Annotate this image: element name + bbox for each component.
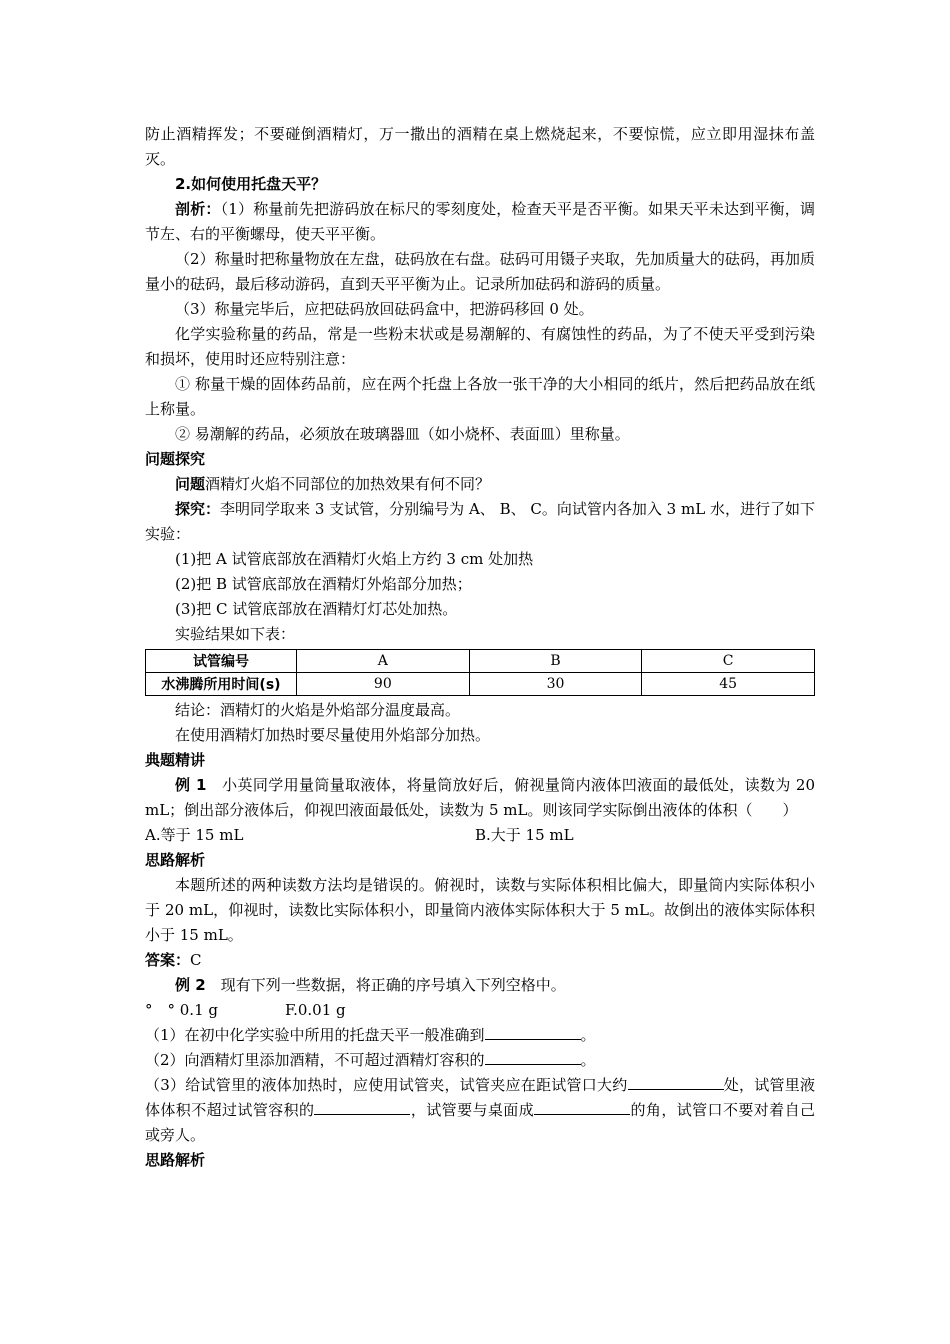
- note-item: ① 称量干燥的固体药品前，应在两个托盘上各放一张干净的大小相同的纸片，然后把药品放在纸上称量。: [145, 375, 815, 418]
- table-cell: A: [297, 650, 470, 673]
- analysis-paragraph: （2）称量时把称量物放在左盘，砝码放在右盘。砝码可用镊子夹取，先加质量大的砝码，再加质量小的砝码，最后移动游码，直到天平平衡为止。记录所加砝码和游码的质量。: [145, 250, 815, 293]
- question-text: 处，试管里液体体积不超过试管容积的: [145, 1076, 815, 1119]
- conclusion: 在使用酒精灯加热时要尽量使用外焰部分加热。: [175, 726, 491, 744]
- answer-blank[interactable]: [534, 1100, 630, 1115]
- analysis-paragraph: （3）称量完毕后，应把砝码放回砝码盒中，把游码移回 0 处。: [175, 300, 594, 318]
- question-text: 。: [580, 1026, 596, 1044]
- question-text: （3）给试管里的液体加热时，应使用试管夹，试管夹应在距试管口大约: [145, 1076, 628, 1094]
- question-paragraph: [145, 472, 815, 497]
- table-header-cell: 水沸腾所用时间(s): [146, 673, 297, 696]
- paragraph: 防止酒精挥发；不要碰倒酒精灯，万一撒出的酒精在桌上燃烧起来，不要惊慌，应立即用湿抹布盖灭。: [145, 125, 815, 168]
- question-text: 酒精灯火焰不同部位的加热效果有何不同？: [205, 475, 491, 493]
- question-text: （2）向酒精灯里添加酒精，不可超过酒精灯容积的: [145, 1051, 485, 1069]
- example-label: 例 1: [175, 776, 207, 794]
- section-heading: 典题精讲: [145, 751, 206, 769]
- answer-line: [145, 948, 815, 973]
- table-cell: B: [469, 650, 642, 673]
- example-options: [145, 998, 815, 1023]
- table-row: [146, 650, 815, 673]
- document-body: [145, 122, 815, 1173]
- fill-question: [145, 1048, 815, 1073]
- question-text: ，试管要与桌面成: [410, 1101, 535, 1119]
- note-item: ② 易潮解的药品，必须放在玻璃器皿（如小烧杯、表面皿）里称量。: [175, 425, 630, 443]
- example-text: 现有下列一些数据，将正确的序号填入下列空格中。: [220, 976, 566, 994]
- option-left: ° ° 0.1 g: [145, 1001, 218, 1019]
- answer-blank[interactable]: [485, 1050, 581, 1065]
- conclusion: 结论：酒精灯的火焰是外焰部分温度最高。: [175, 701, 461, 719]
- step-item: (2)把 B 试管底部放在酒精灯外焰部分加热；: [175, 575, 472, 593]
- answer-value: C: [190, 951, 202, 969]
- example-paragraph: [145, 973, 815, 998]
- step-item: (3)把 C 试管底部放在酒精灯灯芯处加热。: [175, 600, 458, 618]
- section-heading: 思路解析: [145, 851, 206, 869]
- explore-paragraph: [145, 497, 815, 547]
- step-item: (1)把 A 试管底部放在酒精灯火焰上方约 3 cm 处加热: [175, 550, 534, 568]
- table-cell: C: [642, 650, 815, 673]
- example-options: [145, 823, 815, 848]
- table-cell: 45: [642, 673, 815, 696]
- answer-blank[interactable]: [314, 1100, 410, 1115]
- option-b: B.大于 15 mL: [475, 826, 574, 844]
- table-cell: 90: [297, 673, 470, 696]
- explore-text: 李明同学取来 3 支试管，分别编号为 A、 B、 C。向试管内各加入 3 mL 水，进行了如下实验：: [145, 500, 815, 543]
- option-a: A.等于 15 mL: [145, 826, 244, 844]
- results-table: [145, 649, 815, 696]
- explore-label: 探究：: [175, 500, 221, 518]
- section-heading: 思路解析: [145, 1151, 206, 1169]
- question-text: （1）在初中化学实验中所用的托盘天平一般准确到: [145, 1026, 485, 1044]
- answer-blank[interactable]: [485, 1025, 581, 1040]
- example-paragraph: [145, 773, 815, 823]
- fill-question: [145, 1073, 815, 1148]
- thinking-paragraph: 本题所述的两种读数方法均是错误的。俯视时，读数与实际体积相比偏大，即量筒内实际体积小于 20 mL，仰视时，读数比实际体积小，即量筒内液体实际体积大于 5 mL。故倒出的液体实际体积小于 15 mL。: [145, 876, 815, 944]
- question-text: 。: [580, 1051, 596, 1069]
- example-label: 例 2: [175, 976, 206, 994]
- answer-label: 答案：: [145, 951, 191, 969]
- example-text: 小英同学用量筒量取液体，将量筒放好后，俯视量筒内液体凹液面的最低处，读数为 20 mL；倒出部分液体后，仰视凹液面最低处，读数为 5 mL。则该同学实际倒出液体的体积（ ）: [145, 776, 815, 819]
- table-row: [146, 673, 815, 696]
- question-heading: 2.如何使用托盘天平？: [175, 175, 327, 193]
- section-heading: 问题探究: [145, 450, 206, 468]
- question-text: 的角，试管口不要对着自己或旁人。: [145, 1101, 815, 1144]
- table-intro: 实验结果如下表：: [175, 625, 296, 643]
- table-header-cell: 试管编号: [146, 650, 297, 673]
- fill-question: [145, 1023, 815, 1048]
- analysis-paragraph: [145, 197, 815, 247]
- table-cell: 30: [469, 673, 642, 696]
- analysis-label: 剖析：: [175, 200, 221, 218]
- answer-blank[interactable]: [628, 1075, 724, 1090]
- analysis-text: （1）称量前先把游码放在标尺的零刻度处，检查天平是否平衡。如果天平未达到平衡，调节左、右的平衡螺母，使天平平衡。: [145, 200, 815, 243]
- note-intro: 化学实验称量的药品，常是一些粉末状或是易潮解的、有腐蚀性的药品，为了不使天平受到污染和损坏，使用时还应特别注意：: [145, 325, 815, 368]
- question-label: 问题: [175, 475, 206, 493]
- option-right: F.0.01 g: [285, 1001, 346, 1019]
